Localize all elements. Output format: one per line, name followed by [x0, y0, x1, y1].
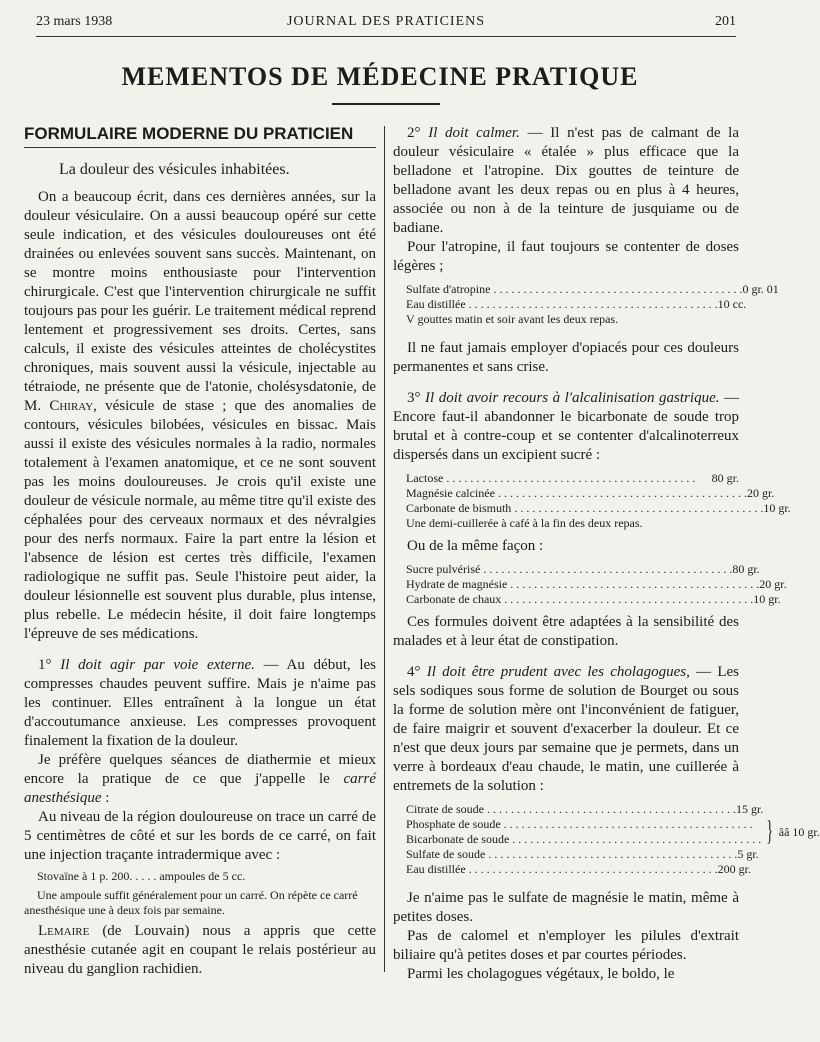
prescription-note: Une ampoule suffit généralement pour un carré. On répète ce carré anesthésique une à deux fois par semaine. — [24, 888, 358, 917]
prescription-row — [406, 486, 775, 501]
item-number: 2° — [407, 125, 421, 141]
paragraph-text: On a beaucoup écrit, dans ces dernières années, sur la douleur vésiculaire. On a aussi beaucoup opéré sur cette seule indication, et des vésicules douloureuses ont été drainées ou enlevées souvent sans succès. Maintenant, on se montre moins enthousiaste pour l'intervention chirurgicale. C'est que l'intervention chirurgicale ne suffit toujours pas pour les guérir. Le traitement médical reprend lentement et progressivement ses droits. Certes, sans calculs, il existe des vésicules atteintes de cholécystites chroniques, mais souvent aussi la vésicule, injectable au tétraiode, ne présente que de l'atonie, cholésysdatonie, de M. — [24, 189, 376, 414]
paragraph-intro — [24, 188, 376, 644]
ingredient-qty: 10 gr. — [763, 501, 791, 515]
prescription-row — [406, 577, 787, 592]
left-column — [24, 124, 376, 979]
prescription-row — [406, 297, 747, 312]
ingredient-name: Lactose . . . — [406, 471, 695, 486]
ingredient-qty: 15 gr. — [735, 802, 764, 816]
ingredient-qty: 200 gr. — [717, 862, 751, 876]
ingredient-name: Sulfate d'atropine . . . — [406, 282, 742, 297]
column-divider — [384, 126, 385, 972]
prescription-lactose — [406, 471, 791, 531]
paragraph-text: (de Louvain) nous a appris que cette anesthésie cutanée agit en coupant le relais postérieur au niveau du ganglion rachidien. — [24, 923, 376, 977]
header-rule — [36, 36, 736, 37]
ingredient-name: Carbonate de bismuth . . . — [406, 501, 763, 516]
ingredient-name: Citrate de soude . . . — [406, 802, 736, 817]
paragraph-text: , vésicule de stase ; que des anomalies de contours, vésicules bilobées, vésicules en bissac. Mais aussi il existe des vésicules normales à la radio, normales totalement à l'examen anatomique, et ce ne sont souvent pas les moins douloureuses. Je crois qu'il existe une douleur de vésicule normale, au même titre qu'il existe des céphalées pour des cerveaux normaux et des névralgies pour des nerfs normaux. Faire la part entre la lésion et l'absence de lésion est certes très difficile, l'examen radiologique ne suffit pas. Seule l'histoire peut aider, la douleur lésionnelle est souvent plus durable, plus intense, plus rebelle. Le médecin hésite, il doit faire longtemps l'épreuve de ses médications. — [24, 398, 376, 642]
paragraph-diathermie — [24, 751, 376, 808]
author-name: Chiray — [49, 398, 94, 414]
ingredient-qty: 20 gr. — [759, 577, 787, 591]
ingredient-qty: ââ 10 gr. — [778, 824, 820, 839]
article-subtitle: La douleur des vésicules inhabitées. — [59, 161, 290, 178]
title-rule — [332, 103, 440, 105]
author-name: Lemaire — [38, 923, 90, 939]
paragraph-lemaire — [24, 922, 376, 979]
item-heading: Il doit calmer. — [428, 125, 520, 141]
ingredient-name: Carbonate de chaux . . . — [406, 592, 753, 607]
ingredient-qty: 80 gr. — [732, 562, 760, 576]
item-number: 3° — [407, 390, 421, 406]
prescription-row — [406, 471, 739, 486]
ingredient-qty: 10 cc. — [717, 297, 747, 311]
paragraph-procedure: Au niveau de la région douloureuse on trace un carré de 5 centimètres de côté et sur les bords de ce carré, on fait une injection traçante intradermique avec : — [24, 809, 376, 863]
paragraph-calmer — [393, 124, 739, 238]
paragraph-alcalinisation — [393, 389, 739, 465]
paragraph-cholagogues — [393, 663, 739, 796]
prescription-row — [406, 817, 761, 832]
ingredient-qty: 80 gr. — [711, 471, 739, 485]
ingredient-name: Phosphate de soude . . . — [406, 817, 761, 832]
prescription-citrate — [406, 802, 820, 877]
running-header — [36, 14, 736, 36]
paragraph-atropine: Pour l'atropine, il faut toujours se contenter de doses légères ; — [393, 239, 739, 274]
section-title: FORMULAIRE MODERNE DU PRATICIEN — [24, 124, 376, 148]
ingredient-name: Hydrate de magnésie . . . — [406, 577, 759, 592]
prescription-stovaine: Stovaïne à 1 p. 200. . . . . ampoules de 5 cc. — [37, 869, 246, 883]
item-number: 1° — [38, 657, 52, 673]
journal-name: JOURNAL DES PRATICIENS — [286, 14, 486, 29]
prescription-atropine — [406, 282, 779, 327]
prescription-row — [406, 862, 751, 877]
issue-date: 23 mars 1938 — [36, 14, 113, 29]
paragraph-external — [24, 656, 376, 751]
prescription-note: V gouttes matin et soir avant les deux repas. — [406, 312, 619, 326]
ingredient-name: Sulfate de soude . . . — [406, 847, 737, 862]
ingredient-qty: 0 gr. 01 — [742, 282, 779, 296]
emphasis-term: carré anesthésique — [24, 771, 377, 806]
prescription-row — [406, 562, 760, 577]
item-heading: Il doit agir par voie externe. — [60, 657, 255, 673]
ingredient-name: Bicarbonate de soude . . . — [406, 832, 761, 847]
ingredient-qty: 20 gr. — [746, 486, 775, 500]
prescription-note: Une demi-cuillerée à café à la fin des deux repas. — [406, 516, 643, 530]
page-number: 201 — [715, 14, 736, 29]
prescription-row — [406, 282, 779, 297]
paragraph-text: — Au début, les compresses chaudes peuvent suffire. Mais je n'aime pas les continuer. Elles entraînent à la longue un état d'accoutumance anxieuse. Les compresses provoquent finalement la fixation de la douleur. — [24, 657, 376, 749]
paragraph-meme-facon: Ou de la même façon : — [407, 538, 544, 554]
right-column — [393, 124, 820, 984]
paragraph-text: : — [101, 790, 110, 806]
paragraph-text: — Il n'est pas de calmant de la douleur vésiculaire « étalée » plus efficace que la belladone et l'atropine. Dix gouttes de teinture de belladone avant les deux repas ou en plus à 4 heures, associée ou non à de la teinture de jusquiame ou de badiane. — [393, 125, 740, 236]
paragraph-boldo: Parmi les cholagogues végétaux, le boldo, le — [407, 966, 675, 982]
prescription-row — [406, 592, 781, 607]
brace-symbol: } — [766, 816, 774, 847]
prescription-row — [406, 847, 759, 862]
ingredient-qty: 10 gr. — [753, 592, 781, 606]
prescription-sucre — [406, 562, 787, 607]
item-heading: Il doit avoir recours à l'alcalinisation gastrique. — [425, 390, 720, 406]
ingredient-name: Magnésie calcinée . . . — [406, 486, 747, 501]
prescription-group — [406, 816, 820, 847]
paragraph-opiaces: Il ne faut jamais employer d'opiacés pour ces douleurs permanentes et sans crise. — [393, 340, 739, 375]
ingredient-name: Eau distillée . . . — [406, 862, 718, 877]
ingredient-name: Sucre pulvérisé . . . — [406, 562, 732, 577]
prescription-row — [406, 501, 791, 516]
prescription-row — [406, 802, 764, 817]
paragraph-formules: Ces formules doivent être adaptées à la sensibilité des malades et à leur état de constipation. — [393, 614, 739, 649]
paragraph-calomel: Pas de calomel et n'employer les pilules d'extrait biliaire qu'à petites doses et par courtes périodes. — [393, 928, 739, 963]
ingredient-qty: 5 gr. — [737, 847, 759, 861]
prescription-row — [406, 832, 761, 847]
item-number: 4° — [407, 664, 421, 680]
item-heading: Il doit être prudent avec les cholagogues, — [426, 664, 690, 680]
paragraph-text: — Les sels sodiques sous forme de solution de Bourget ou sous la forme de solution mère ont l'inconvénient de fatiguer, de faire maigrir et souvent d'exacerber la douleur. Et ce n'est que deux jours par semaine que je permets, dans un verre à bordeaux d'eau chaude, le matin, une cuillerée à entremets de la solution : — [393, 664, 739, 794]
ingredient-name: Eau distillée . . . — [406, 297, 718, 312]
page-title: MEMENTOS DE MÉDECINE PRATIQUE — [121, 62, 639, 91]
paragraph-text: — Encore faut-il abandonner le bicarbonate de soude trop brutal et à contre-coup et se contenter d'alcalinoterreux dispersés dans un excipient sucré : — [393, 390, 740, 463]
paragraph-text: Je préfère quelques séances de diathermie et mieux encore la pratique de ce que j'appelle le — [24, 752, 376, 787]
paragraph-magnesie: Je n'aime pas le sulfate de magnésie le matin, même à petites doses. — [393, 890, 739, 925]
